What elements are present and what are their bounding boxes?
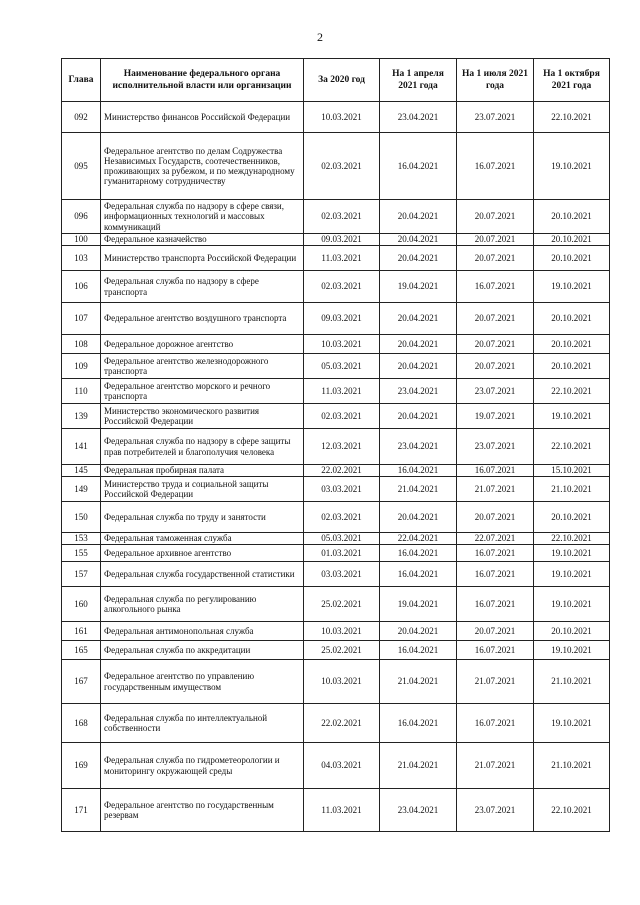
table-row: [62, 102, 610, 133]
row-organization-name: Федеральное казначейство: [101, 234, 304, 246]
table-row: [62, 622, 610, 641]
row-date-july: 19.07.2021: [457, 404, 534, 429]
row-date-october: 19.10.2021: [534, 545, 610, 562]
row-date-2020: 03.03.2021: [304, 477, 380, 502]
row-date-july: 23.07.2021: [457, 379, 534, 404]
row-date-july: 23.07.2021: [457, 789, 534, 832]
row-date-2020: 02.03.2021: [304, 502, 380, 533]
row-date-2020: 10.03.2021: [304, 660, 380, 704]
row-date-april: 16.04.2021: [380, 545, 457, 562]
row-chapter-code: 157: [62, 562, 101, 587]
row-date-october: 22.10.2021: [534, 102, 610, 133]
row-chapter-code: 168: [62, 704, 101, 743]
row-date-october: 19.10.2021: [534, 704, 610, 743]
row-date-april: 20.04.2021: [380, 303, 457, 335]
row-date-october: 20.10.2021: [534, 234, 610, 246]
table-row: [62, 533, 610, 545]
row-date-july: 16.07.2021: [457, 641, 534, 660]
row-date-october: 22.10.2021: [534, 533, 610, 545]
row-date-april: 23.04.2021: [380, 429, 457, 465]
table-row: [62, 335, 610, 354]
row-date-october: 19.10.2021: [534, 562, 610, 587]
row-date-2020: 25.02.2021: [304, 641, 380, 660]
table-row: [62, 271, 610, 303]
row-organization-name: Федеральная служба по аккредитации: [101, 641, 304, 660]
row-date-april: 20.04.2021: [380, 622, 457, 641]
row-date-july: 20.07.2021: [457, 622, 534, 641]
row-chapter-code: 108: [62, 335, 101, 354]
header-october-2021: На 1 октября 2021 года: [534, 59, 610, 102]
header-organization-name: Наименование федерального органа исполнительной власти или организации: [101, 59, 304, 102]
row-date-october: 22.10.2021: [534, 789, 610, 832]
row-date-2020: 09.03.2021: [304, 303, 380, 335]
row-date-july: 16.07.2021: [457, 133, 534, 200]
row-date-2020: 02.03.2021: [304, 133, 380, 200]
row-date-october: 21.10.2021: [534, 743, 610, 789]
row-date-2020: 22.02.2021: [304, 465, 380, 477]
row-date-april: 16.04.2021: [380, 641, 457, 660]
row-chapter-code: 150: [62, 502, 101, 533]
row-date-2020: 03.03.2021: [304, 562, 380, 587]
row-date-2020: 01.03.2021: [304, 545, 380, 562]
row-chapter-code: 095: [62, 133, 101, 200]
row-date-july: 22.07.2021: [457, 533, 534, 545]
row-chapter-code: 160: [62, 587, 101, 622]
row-chapter-code: 103: [62, 246, 101, 271]
row-chapter-code: 171: [62, 789, 101, 832]
row-date-july: 23.07.2021: [457, 102, 534, 133]
row-chapter-code: 141: [62, 429, 101, 465]
row-organization-name: Федеральная таможенная служба: [101, 533, 304, 545]
row-date-july: 20.07.2021: [457, 502, 534, 533]
row-date-july: 16.07.2021: [457, 562, 534, 587]
row-chapter-code: 106: [62, 271, 101, 303]
row-date-2020: 11.03.2021: [304, 246, 380, 271]
row-chapter-code: 096: [62, 200, 101, 234]
row-date-october: 19.10.2021: [534, 587, 610, 622]
row-chapter-code: 149: [62, 477, 101, 502]
row-date-april: 20.04.2021: [380, 404, 457, 429]
row-organization-name: Федеральная служба по надзору в сфере транспорта: [101, 271, 304, 303]
row-chapter-code: 145: [62, 465, 101, 477]
row-organization-name: Федеральное агентство воздушного транспорта: [101, 303, 304, 335]
row-date-april: 21.04.2021: [380, 743, 457, 789]
row-date-2020: 25.02.2021: [304, 587, 380, 622]
row-date-october: 19.10.2021: [534, 404, 610, 429]
row-date-april: 16.04.2021: [380, 562, 457, 587]
row-organization-name: Федеральная служба по надзору в сфере защиты прав потребителей и благополучия человека: [101, 429, 304, 465]
row-date-april: 20.04.2021: [380, 502, 457, 533]
table-row: [62, 641, 610, 660]
row-date-july: 16.07.2021: [457, 545, 534, 562]
row-date-april: 20.04.2021: [380, 234, 457, 246]
row-date-2020: 12.03.2021: [304, 429, 380, 465]
row-date-april: 19.04.2021: [380, 271, 457, 303]
row-date-october: 20.10.2021: [534, 246, 610, 271]
row-date-october: 15.10.2021: [534, 465, 610, 477]
row-chapter-code: 153: [62, 533, 101, 545]
table-row: [62, 465, 610, 477]
row-chapter-code: 107: [62, 303, 101, 335]
row-chapter-code: 165: [62, 641, 101, 660]
row-date-july: 16.07.2021: [457, 271, 534, 303]
row-date-2020: 22.02.2021: [304, 704, 380, 743]
row-date-2020: 10.03.2021: [304, 335, 380, 354]
row-organization-name: Федеральное архивное агентство: [101, 545, 304, 562]
table-row: [62, 477, 610, 502]
row-date-april: 16.04.2021: [380, 133, 457, 200]
row-date-2020: 05.03.2021: [304, 354, 380, 379]
row-date-april: 20.04.2021: [380, 200, 457, 234]
row-date-october: 22.10.2021: [534, 379, 610, 404]
row-date-april: 19.04.2021: [380, 587, 457, 622]
row-date-april: 16.04.2021: [380, 704, 457, 743]
row-date-october: 19.10.2021: [534, 271, 610, 303]
row-date-2020: 10.03.2021: [304, 102, 380, 133]
row-organization-name: Федеральное агентство по управлению государственным имуществом: [101, 660, 304, 704]
row-date-october: 19.10.2021: [534, 641, 610, 660]
row-date-july: 20.07.2021: [457, 303, 534, 335]
row-date-october: 22.10.2021: [534, 429, 610, 465]
row-date-october: 20.10.2021: [534, 200, 610, 234]
row-organization-name: Федеральная служба по интеллектуальной собственности: [101, 704, 304, 743]
table-row: [62, 704, 610, 743]
row-date-october: 21.10.2021: [534, 477, 610, 502]
row-organization-name: Федеральная служба по труду и занятости: [101, 502, 304, 533]
header-year-2020: За 2020 год: [304, 59, 380, 102]
row-date-2020: 02.03.2021: [304, 200, 380, 234]
row-chapter-code: 155: [62, 545, 101, 562]
row-date-april: 22.04.2021: [380, 533, 457, 545]
row-organization-name: Федеральная пробирная палата: [101, 465, 304, 477]
row-organization-name: Федеральная служба по регулированию алкогольного рынка: [101, 587, 304, 622]
row-chapter-code: 139: [62, 404, 101, 429]
row-date-october: 20.10.2021: [534, 303, 610, 335]
table-row: [62, 789, 610, 832]
table-row: [62, 743, 610, 789]
table-row: [62, 379, 610, 404]
row-date-october: 20.10.2021: [534, 354, 610, 379]
row-date-2020: 02.03.2021: [304, 271, 380, 303]
row-date-july: 21.07.2021: [457, 743, 534, 789]
row-organization-name: Федеральное агентство железнодорожного транспорта: [101, 354, 304, 379]
table-row: [62, 246, 610, 271]
row-chapter-code: 109: [62, 354, 101, 379]
table-row: [62, 354, 610, 379]
row-organization-name: Федеральная служба по гидрометеорологии и мониторингу окружающей среды: [101, 743, 304, 789]
row-organization-name: Министерство транспорта Российской Федерации: [101, 246, 304, 271]
row-date-july: 23.07.2021: [457, 429, 534, 465]
row-organization-name: Федеральное агентство морского и речного транспорта: [101, 379, 304, 404]
row-date-july: 16.07.2021: [457, 704, 534, 743]
row-date-april: 23.04.2021: [380, 379, 457, 404]
row-chapter-code: 092: [62, 102, 101, 133]
row-date-april: 21.04.2021: [380, 660, 457, 704]
row-date-2020: 10.03.2021: [304, 622, 380, 641]
row-chapter-code: 161: [62, 622, 101, 641]
row-date-july: 21.07.2021: [457, 660, 534, 704]
row-date-july: 20.07.2021: [457, 335, 534, 354]
page-number: 2: [317, 30, 323, 44]
row-chapter-code: 110: [62, 379, 101, 404]
row-date-april: 23.04.2021: [380, 102, 457, 133]
row-organization-name: Федеральная служба по надзору в сфере связи, информационных технологий и массовых коммуникаций: [101, 200, 304, 234]
row-organization-name: Федеральное агентство по государственным резервам: [101, 789, 304, 832]
table-row: [62, 200, 610, 234]
row-date-2020: 11.03.2021: [304, 379, 380, 404]
row-date-2020: 04.03.2021: [304, 743, 380, 789]
row-organization-name: Федеральное дорожное агентство: [101, 335, 304, 354]
header-april-2021: На 1 апреля 2021 года: [380, 59, 457, 102]
row-date-july: 20.07.2021: [457, 354, 534, 379]
row-date-april: 20.04.2021: [380, 354, 457, 379]
row-date-2020: 09.03.2021: [304, 234, 380, 246]
table-row: [62, 133, 610, 200]
row-organization-name: Федеральное агентство по делам Содружества Независимых Государств, соотечественников, проживающих за рубежом, и по международному гуманитарному сотрудничеству: [101, 133, 304, 200]
row-date-july: 16.07.2021: [457, 465, 534, 477]
row-date-april: 23.04.2021: [380, 789, 457, 832]
row-date-july: 20.07.2021: [457, 200, 534, 234]
row-date-october: 21.10.2021: [534, 660, 610, 704]
row-date-october: 20.10.2021: [534, 335, 610, 354]
table-header-row: [62, 59, 610, 102]
table-row: [62, 303, 610, 335]
table-row: [62, 587, 610, 622]
table-row: [62, 234, 610, 246]
table-row: [62, 660, 610, 704]
row-organization-name: Министерство экономического развития Российской Федерации: [101, 404, 304, 429]
table-row: [62, 429, 610, 465]
row-date-april: 21.04.2021: [380, 477, 457, 502]
row-date-april: 20.04.2021: [380, 246, 457, 271]
row-date-july: 20.07.2021: [457, 246, 534, 271]
header-chapter: Глава: [62, 59, 101, 102]
row-date-july: 21.07.2021: [457, 477, 534, 502]
row-chapter-code: 169: [62, 743, 101, 789]
row-organization-name: Федеральная антимонопольная служба: [101, 622, 304, 641]
header-july-2021: На 1 июля 2021 года: [457, 59, 534, 102]
row-date-april: 16.04.2021: [380, 465, 457, 477]
row-date-april: 20.04.2021: [380, 335, 457, 354]
row-date-2020: 02.03.2021: [304, 404, 380, 429]
row-date-october: 20.10.2021: [534, 502, 610, 533]
row-date-october: 20.10.2021: [534, 622, 610, 641]
row-organization-name: Федеральная служба государственной статистики: [101, 562, 304, 587]
row-date-2020: 05.03.2021: [304, 533, 380, 545]
row-date-july: 16.07.2021: [457, 587, 534, 622]
table-row: [62, 404, 610, 429]
row-date-2020: 11.03.2021: [304, 789, 380, 832]
row-organization-name: Министерство труда и социальной защиты Российской Федерации: [101, 477, 304, 502]
table-row: [62, 545, 610, 562]
row-date-july: 20.07.2021: [457, 234, 534, 246]
row-date-october: 19.10.2021: [534, 133, 610, 200]
row-chapter-code: 167: [62, 660, 101, 704]
row-organization-name: Министерство финансов Российской Федерации: [101, 102, 304, 133]
report-deadlines-table: [61, 58, 610, 832]
table-row: [62, 562, 610, 587]
row-chapter-code: 100: [62, 234, 101, 246]
table-row: [62, 502, 610, 533]
